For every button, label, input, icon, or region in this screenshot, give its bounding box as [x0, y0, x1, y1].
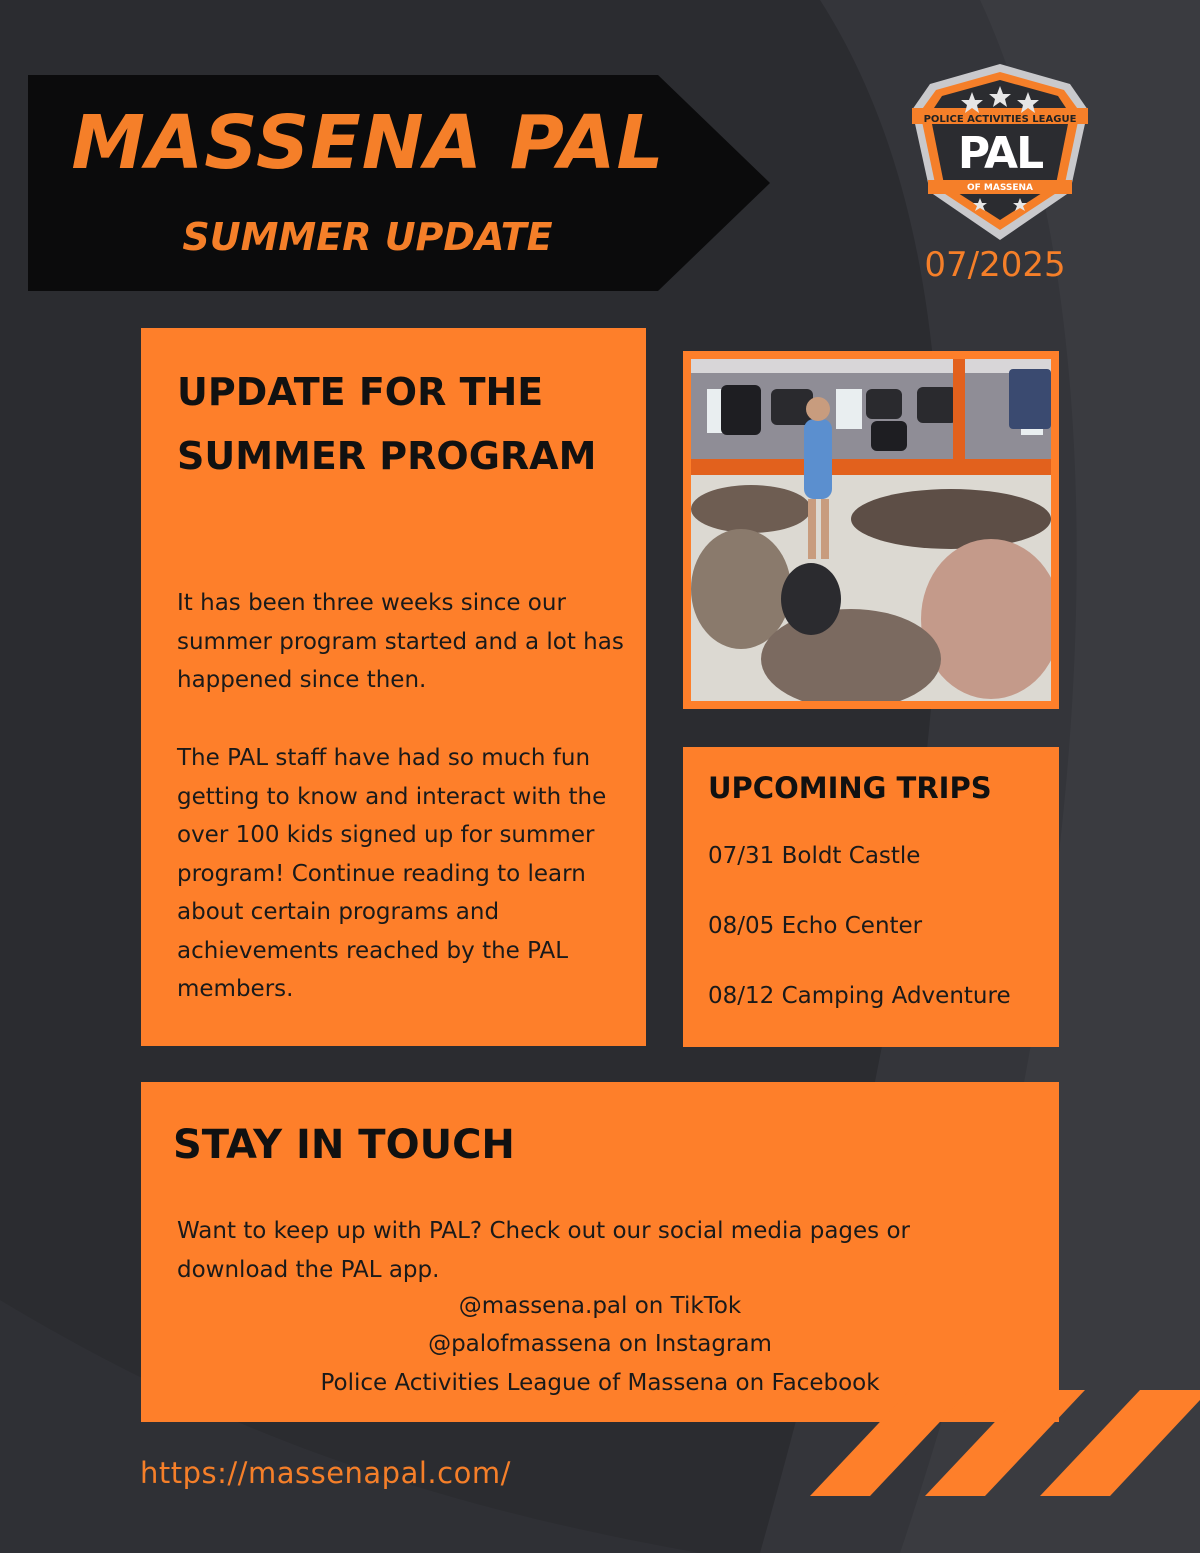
- issue-date: 07/2025: [924, 245, 1066, 285]
- social-facebook: Police Activities League of Massena on Facebook: [320, 1370, 880, 1396]
- logo-top-text: POLICE ACTIVITIES LEAGUE: [923, 114, 1077, 125]
- summer-program-photo: [691, 359, 1051, 701]
- update-title: UPDATE FOR THE SUMMER PROGRAM: [177, 370, 597, 478]
- social-instagram: @palofmassena on Instagram: [428, 1331, 772, 1357]
- page-subtitle: SUMMER UPDATE: [182, 215, 553, 259]
- social-tiktok: @massena.pal on TikTok: [458, 1293, 742, 1319]
- update-paragraph-2: The PAL staff have had so much fun getting to know and interact with the over 100 kids signed up for summer program! Continue reading to learn about certain programs and achievements reached by the PAL members.: [177, 745, 607, 1002]
- upcoming-trips-section: [683, 747, 1059, 1047]
- trip-item: 08/05 Echo Center: [708, 913, 923, 939]
- decorative-stripes: [800, 1390, 1200, 1500]
- stay-in-touch-intro: Want to keep up with PAL? Check out our social media pages or download the PAL app.: [177, 1218, 911, 1283]
- trip-item: 08/12 Camping Adventure: [708, 983, 1011, 1009]
- upcoming-trips-title: UPCOMING TRIPS: [708, 771, 992, 805]
- photo-frame: [683, 351, 1059, 709]
- update-section: [141, 328, 646, 1046]
- stay-in-touch-section: [141, 1082, 1059, 1422]
- website-link[interactable]: https://massenapal.com/: [140, 1456, 511, 1490]
- logo-mark: PAL: [957, 128, 1043, 179]
- update-paragraph-1: It has been three weeks since our summer program started and a lot has happened since then.: [177, 590, 624, 693]
- stay-in-touch-title: STAY IN TOUCH: [173, 1122, 515, 1168]
- logo-bottom-text: OF MASSENA: [966, 183, 1034, 193]
- pal-logo: [910, 62, 1090, 242]
- page-title: MASSENA PAL: [71, 100, 665, 186]
- trip-item: 07/31 Boldt Castle: [708, 843, 921, 869]
